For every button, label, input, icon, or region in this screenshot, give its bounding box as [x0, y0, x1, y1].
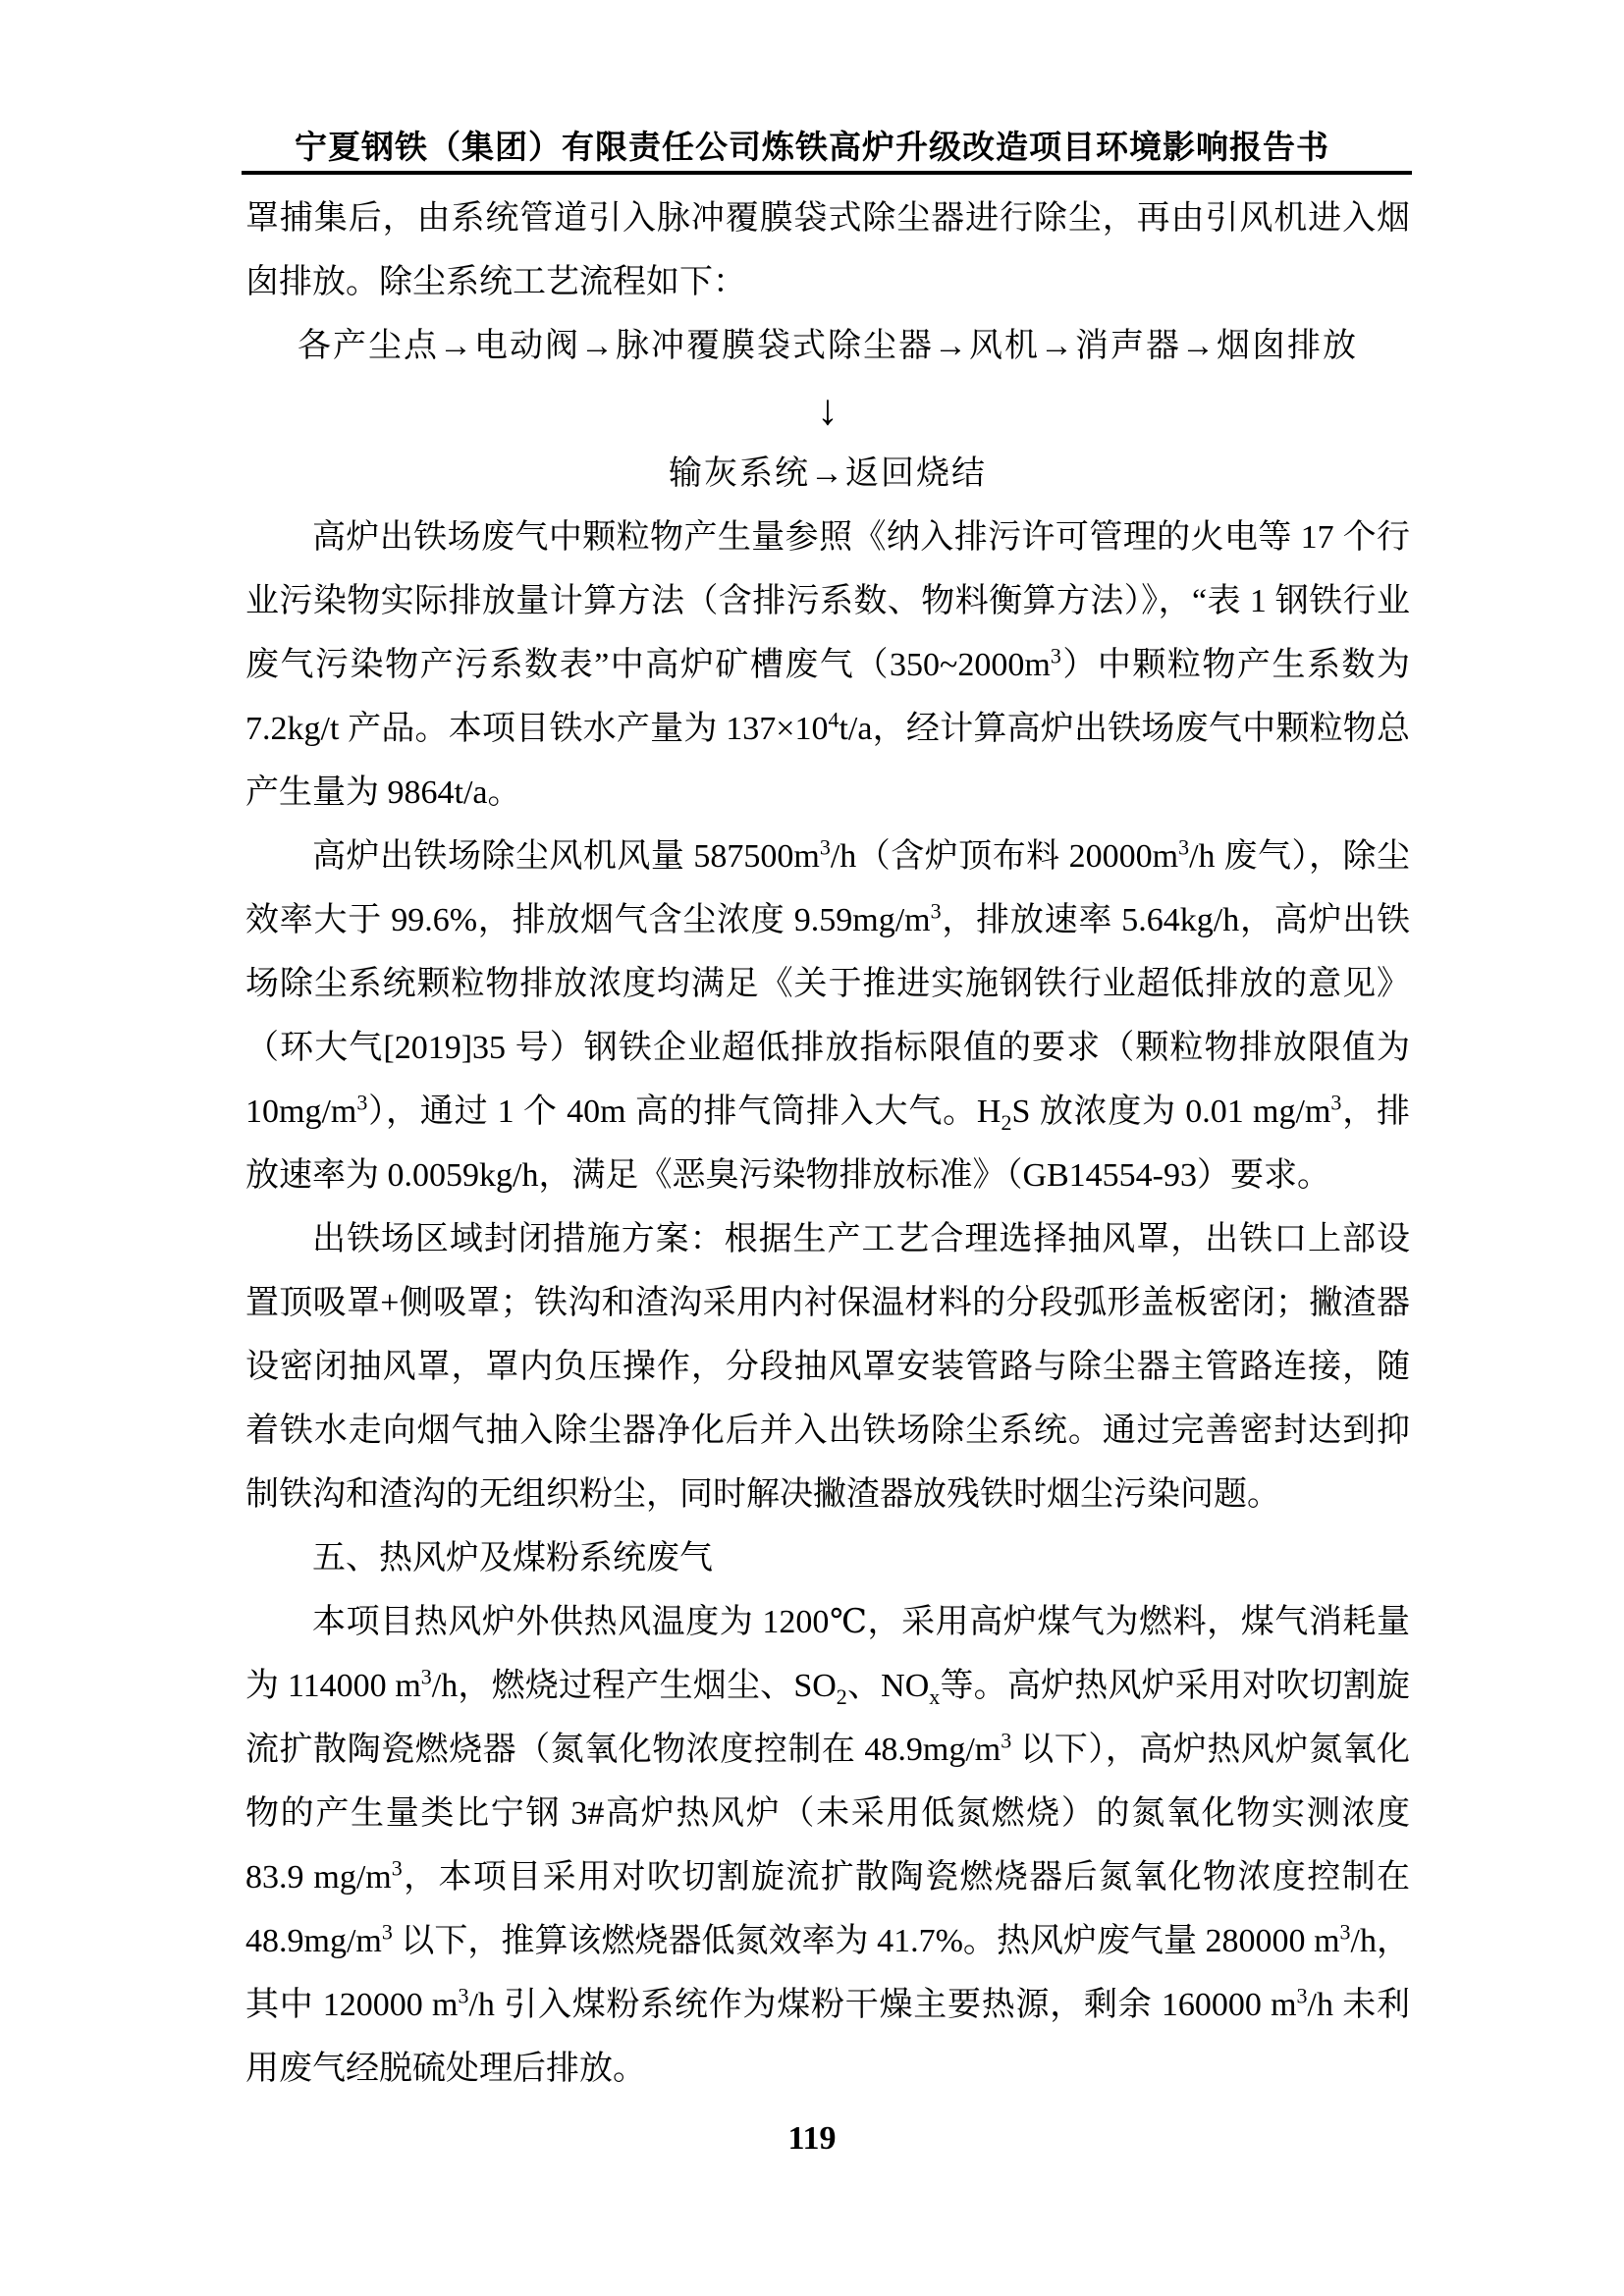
text-run: 3	[930, 898, 942, 924]
text-run: ，排放速率 5.64kg/h，高炉出铁场除尘系统颗粒物排放浓度均满足《关于推进实施钢铁行业超低排放的意见》（环大气[2019]35 号）钢铁企业超低排放指标限值的要求（颗粒物排放限值为 10mg/m	[245, 902, 1410, 1130]
text-run: 3	[391, 1855, 403, 1881]
text-run: 3	[356, 1090, 368, 1115]
document-body	[245, 187, 1410, 2101]
text-run: /h 引入煤粉系统作为煤粉干燥主要热源，剩余 160000 m	[468, 1987, 1297, 2023]
text-run: 3	[1001, 1728, 1012, 1753]
text-run: 3	[1296, 1983, 1308, 2008]
text-run: 3	[1178, 834, 1190, 860]
flow-line-main	[245, 314, 1410, 378]
para-dedusting-intro	[245, 187, 1410, 314]
text-run: 等。高炉热风炉采用对吹切割旋流扩散陶瓷燃烧器（氮氧化物浓度控制在 48.9mg/m	[245, 1668, 1410, 1768]
text-run: 高炉出铁场废气中颗粒物产生量参照《纳入排污许可管理的火电等 17 个行业污染物实际排放量计算方法（含排污系数、物料衡算方法）》，“表 1 钢铁行业废气污染物产污系数表”中高炉矿槽废气（350~2000m	[245, 519, 1410, 683]
text-run: 3	[1330, 1090, 1342, 1115]
text-run: ，排放速率为 0.0059kg/h，满足《恶臭污染物排放标准》（GB14554-93）要求。	[245, 1094, 1411, 1194]
text-run: 以下，推算该燃烧器低氮效率为 41.7%。热风炉废气量 280000 m	[392, 1923, 1340, 1959]
text-run: 输灰系统→返回烧结	[669, 455, 987, 492]
text-run: 出铁场区域封闭措施方案：根据生产工艺合理选择抽风罩，出铁口上部设置顶吸罩+侧吸罩；铁沟和渣沟采用内衬保温材料的分段弧形盖板密闭；撇渣器设密闭抽风罩，罩内负压操作，分段抽风罩安装管路与除尘器主管路连接，随着铁水走向烟气抽入除尘器净化后并入出铁场除尘系统。通过完善密封达到抑制铁沟和渣沟的无组织粉尘，同时解决撇渣器放残铁时烟尘污染问题。	[245, 1221, 1410, 1513]
para-particulate-generation	[245, 506, 1410, 825]
heading-section-five	[245, 1526, 1410, 1590]
text-run: 、NO	[846, 1668, 930, 1704]
text-run: ）中颗粒物产生系数为 7.2kg/t 产品。本项目铁水产量为 137×10	[245, 647, 1411, 747]
page-number: 119	[787, 2120, 837, 2157]
text-run: S 放浓度为 0.01 mg/m	[1011, 1094, 1331, 1130]
text-run: t/a，经计算高炉出铁场废气中颗粒物总产生量为 9864t/a。	[245, 711, 1410, 811]
text-run: 以下），高炉热风炉氮氧化物的产生量类比宁钢 3#高炉热风炉（未采用低氮燃烧）的氮氧化物实测浓度 83.9 mg/m	[245, 1732, 1411, 1896]
text-run: 3	[381, 1919, 393, 1945]
text-run: /h 未利用废气经脱硫处理后排放。	[245, 1987, 1410, 2087]
text-run: ↓	[817, 386, 839, 434]
text-run: 各产尘点→电动阀→脉冲覆膜袋式除尘器→风机→消声器→烟囱排放	[298, 328, 1358, 364]
text-run: 罩捕集后，由系统管道引入脉冲覆膜袋式除尘器进行除尘，再由引风机进入烟囱排放。除尘系统工艺流程如下：	[245, 200, 1410, 300]
text-run: 2	[836, 1683, 847, 1709]
report-header-title: 宁夏钢铁（集团）有限责任公司炼铁高炉升级改造项目环境影响报告书	[295, 131, 1329, 166]
header-rule	[242, 171, 1412, 175]
text-run: /h，燃烧过程产生烟尘、SO	[431, 1668, 837, 1704]
para-hot-blast-stove	[245, 1590, 1410, 2101]
text-run: 3	[458, 1983, 469, 2008]
text-run: 3	[1050, 643, 1061, 668]
para-enclosure-plan	[245, 1207, 1410, 1526]
text-run: 本项目热风炉外供热风温度为 1200℃，采用高炉煤气为燃料，煤气消耗量为 114000 m	[245, 1604, 1410, 1704]
text-run: /h 废气），除尘效率大于 99.6%，排放烟气含尘浓度 9.59mg/m	[245, 838, 1410, 938]
flow-line-ash	[245, 442, 1410, 506]
text-run: 3	[1339, 1919, 1351, 1945]
text-run: 3	[819, 834, 831, 860]
text-run: /h，其中 120000 m	[245, 1923, 1410, 2023]
text-run: x	[929, 1683, 941, 1709]
para-fan-emission	[245, 825, 1410, 1207]
text-run: ，本项目采用对吹切割旋流扩散陶瓷燃烧器后氮氧化物浓度控制在 48.9mg/m	[245, 1859, 1410, 1959]
text-run: 高炉出铁场除尘风机风量 587500m	[312, 838, 820, 875]
flow-down-arrow	[245, 378, 1410, 442]
text-run: 4	[828, 707, 839, 732]
text-run: 五、热风炉及煤粉系统废气	[312, 1540, 713, 1576]
text-run: ），通过 1 个 40m 高的排气筒排入大气。H	[367, 1094, 1001, 1130]
text-run: 3	[420, 1664, 432, 1689]
text-run: /h（含炉顶布料 20000m	[830, 838, 1179, 875]
text-run: 2	[1001, 1109, 1012, 1135]
